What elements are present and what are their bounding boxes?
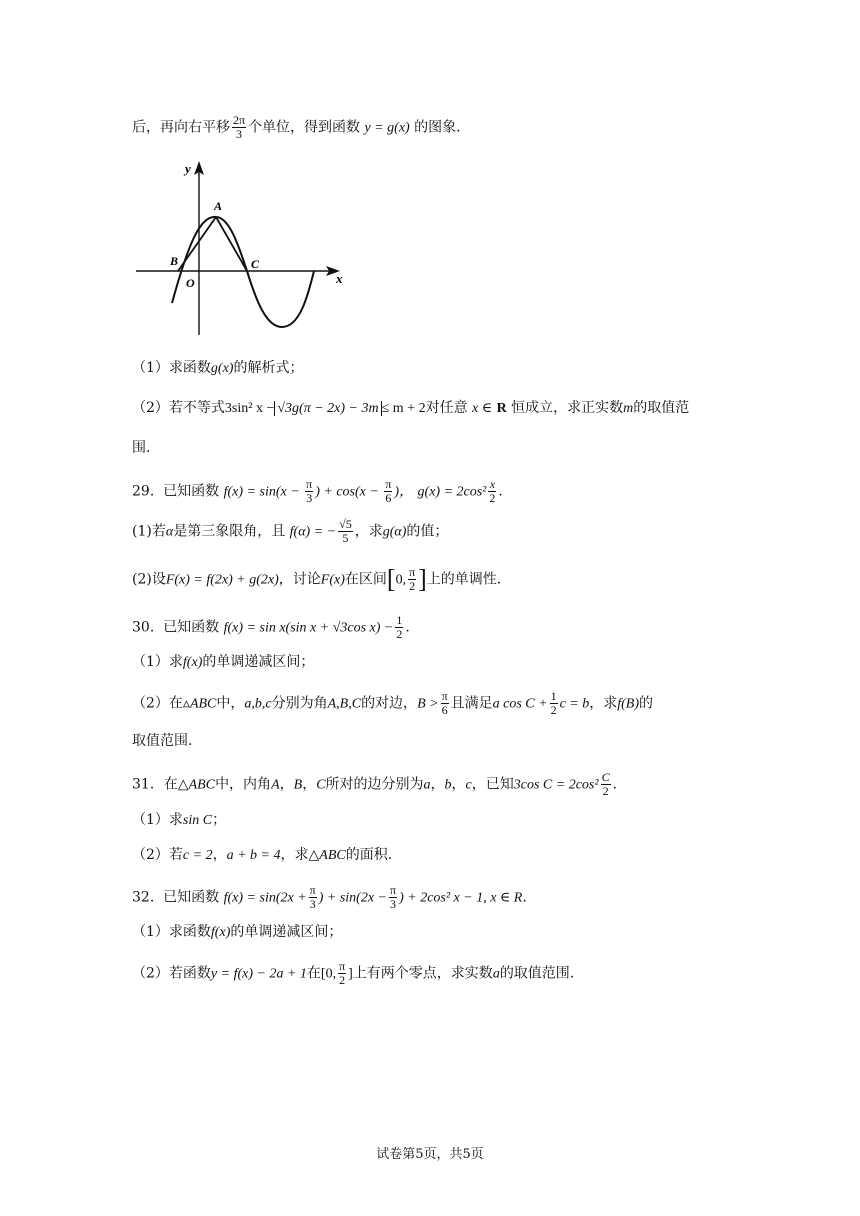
fraction: [408, 566, 416, 593]
part-label: (2)设: [132, 571, 166, 588]
segment-AC: [216, 217, 247, 271]
math-expr: a,b,c: [244, 696, 272, 712]
math-expr: ≤ m + 2: [381, 401, 426, 416]
fraction: [488, 478, 496, 505]
bracket-left: [: [386, 564, 396, 594]
fraction-numerator: C: [601, 770, 610, 784]
question-text: 中，内角: [215, 776, 272, 793]
segment-BA: [178, 217, 216, 271]
part-text: 的单调递减区间；: [202, 654, 315, 670]
question-text: .: [522, 889, 527, 906]
math-expr: [0,: [320, 966, 337, 982]
fraction-numerator: π: [441, 689, 448, 703]
question-text: 在△: [163, 776, 189, 793]
q32-part1: [132, 922, 342, 943]
fraction-numerator: x: [489, 477, 496, 491]
fraction: [338, 518, 353, 545]
math-expr: ▵ABC: [182, 696, 217, 712]
origin-label: O: [186, 276, 195, 290]
fraction-denominator: 6: [385, 491, 392, 505]
part-label: （2）若: [132, 847, 183, 863]
part-text: ；: [212, 812, 227, 828]
math-expr: A: [271, 777, 280, 793]
math-expr: F(x) = f(2x) + g(2x): [165, 572, 279, 588]
question-number: 31．: [132, 776, 164, 793]
question-text: 已知函数: [163, 889, 220, 906]
fraction-numerator: π: [409, 565, 416, 579]
part-text: 上有两个零点，求实数: [352, 965, 493, 982]
part-text: 的值；: [406, 523, 449, 540]
math-expr: C: [316, 777, 326, 793]
fraction: [441, 690, 449, 717]
function-graph: [130, 155, 350, 345]
math-expr: B: [293, 777, 303, 793]
fraction-denominator: 2: [339, 973, 346, 987]
question-number: 32.: [132, 889, 155, 906]
part-text: 中，: [216, 695, 245, 712]
math-expr: f(x): [182, 655, 203, 670]
fraction-denominator: 3: [306, 491, 313, 505]
part-label: (1)若: [132, 523, 166, 540]
part-text: 且满足: [450, 695, 493, 712]
question-text: 所对的边分别为: [325, 776, 424, 793]
fraction-numerator: π: [390, 883, 397, 897]
page-footer: 试卷第5页，共5页: [376, 1147, 484, 1162]
math-expr: y = f(x) − 2a + 1: [210, 966, 307, 982]
fraction-numerator: π: [306, 477, 313, 491]
fraction-denominator: 3: [236, 127, 243, 141]
math-expr: c = b: [559, 696, 590, 712]
part-text: 的单调递减区间；: [230, 924, 343, 940]
math-expr: f(α) = −: [289, 524, 337, 540]
q32-part2: [132, 960, 574, 987]
math-expr: sin C: [182, 813, 213, 828]
q28-part2-wrap: 围.: [132, 440, 151, 456]
part-text: ，求: [589, 695, 618, 712]
x-label: x: [336, 271, 343, 286]
fraction-denominator: 2: [489, 491, 496, 505]
shift-fraction: [232, 114, 246, 141]
fraction-numerator: 1: [396, 613, 403, 627]
math-expr: ) + sin(2x −: [318, 890, 388, 906]
function-g: y = g(x): [364, 120, 410, 136]
fraction-denominator: 5: [342, 531, 349, 545]
part-text: 在区间: [344, 571, 387, 588]
math-expr: ]: [348, 966, 353, 982]
math-expr: ) + 2cos² x − 1, x ∈ R: [399, 890, 523, 906]
part-text: 的对边，: [361, 695, 418, 712]
part-text: 的: [639, 695, 654, 712]
fraction-numerator: π: [339, 959, 346, 973]
bracket-right: ]: [418, 564, 427, 594]
part-text: ，求: [354, 523, 383, 540]
intro-line: [132, 114, 461, 141]
math-expr: f(x) = sin(2x +: [223, 890, 307, 906]
fraction: [601, 771, 611, 798]
q29-stem: [132, 478, 503, 505]
q30-stem: [132, 614, 410, 641]
part-text: 在: [306, 965, 321, 982]
fraction-numerator: 1: [550, 689, 557, 703]
math-expr: 0,: [395, 572, 407, 588]
fraction-denominator: 6: [441, 703, 448, 717]
q28-part2: [132, 398, 689, 419]
q30-part2: [132, 690, 653, 717]
math-expr: f(x) = sin(x −: [223, 484, 304, 500]
part-text: 的解析式；: [233, 360, 304, 376]
fraction: [384, 478, 392, 505]
q31-part2: [132, 845, 392, 866]
math-expr: F(x): [320, 572, 345, 588]
part-text: 的面积.: [345, 847, 393, 863]
part-text: 上的单调性.: [426, 571, 502, 588]
part-text: ，讨论: [278, 571, 321, 588]
math-expr: ABC: [319, 848, 346, 863]
q30-part2-wrap: 取值范围.: [132, 733, 193, 749]
question-text: .: [405, 619, 410, 636]
part-label: （1）求函数: [132, 924, 211, 940]
part-label: （2）若函数: [132, 965, 211, 982]
fraction-denominator: 2: [550, 703, 557, 717]
math-expr: 3sin² x −: [224, 401, 275, 416]
math-expr: f(x): [210, 925, 231, 940]
q31-part1: [132, 810, 226, 831]
fraction: [395, 614, 403, 641]
part-text: 恒成立，求正实数: [511, 400, 624, 416]
fraction-denominator: 3: [309, 897, 316, 911]
part-text: 对任意: [425, 400, 468, 416]
part-label: （2）若不等式: [132, 400, 225, 416]
math-expr: B >: [417, 696, 439, 712]
q29-part1: [132, 518, 448, 545]
part-text: ，: [212, 847, 227, 863]
math-expr: c = 2: [182, 848, 213, 863]
math-expr: g(α): [382, 524, 407, 540]
point-C-label: C: [251, 257, 260, 271]
fraction-denominator: 2: [602, 784, 609, 798]
part-label: （2）在: [132, 695, 183, 712]
point-A-label: A: [214, 199, 223, 213]
part-label: （1）求函数: [132, 360, 211, 376]
absolute-value-expr: √3g(π − 2x) − 3m: [274, 401, 381, 416]
math-expr: m: [623, 401, 634, 416]
question-number: 29.: [132, 483, 155, 500]
question-text: 已知函数: [163, 619, 220, 636]
sine-curve: [172, 217, 314, 327]
question-number: 30.: [132, 619, 155, 636]
fraction: [338, 960, 346, 987]
part-text: ，求△: [280, 847, 320, 863]
math-expr: A,B,C: [327, 696, 362, 712]
q32-stem: [132, 884, 527, 911]
fraction-denominator: 2: [396, 627, 403, 641]
fraction: [389, 884, 397, 911]
fraction-numerator: √5: [339, 517, 352, 531]
intro-text-mid: 个单位，得到函数: [248, 119, 361, 136]
fraction-numerator: π: [309, 883, 316, 897]
q28-part1: [132, 358, 303, 379]
math-set-R: R: [496, 401, 507, 416]
math-expr: b: [444, 777, 452, 793]
question-text: 已知函数: [163, 483, 220, 500]
math-expr: x ∈: [472, 401, 493, 416]
question-text: ，已知: [471, 776, 514, 793]
part-label: （1）求: [132, 654, 183, 670]
q29-part2: [132, 566, 501, 593]
question-text: .: [612, 776, 618, 793]
part-text: 是第三象限角，且: [173, 523, 286, 540]
math-expr: g(x) = 2cos²: [417, 484, 487, 500]
part-text: 分别为角: [271, 695, 328, 712]
math-expr: c: [465, 777, 472, 793]
point-B-label: B: [170, 254, 179, 268]
math-expr: ABC: [188, 777, 216, 793]
math-expr: ) + cos(x −: [315, 484, 383, 500]
math-expr: α: [165, 524, 174, 540]
math-expr: )，: [394, 484, 414, 500]
fraction-denominator: 2: [409, 579, 416, 593]
math-expr: g(x): [210, 361, 234, 376]
part-label: （1）求: [132, 812, 183, 828]
math-expr: f(x) = sin x(sin x + √3cos x) −: [223, 620, 394, 636]
part-text: 的取值范: [633, 400, 690, 416]
intro-text-end: 的图象.: [414, 119, 461, 136]
math-expr: f(B): [617, 696, 640, 712]
fraction: [550, 690, 558, 717]
fraction-denominator: 3: [390, 897, 397, 911]
q30-part1: [132, 652, 314, 673]
math-expr: a: [492, 966, 500, 982]
fraction: [305, 478, 313, 505]
fraction: [309, 884, 317, 911]
fraction-numerator: π: [385, 477, 392, 491]
intro-text: 后，再向右平移: [132, 119, 230, 136]
math-expr: a + b = 4: [226, 848, 281, 863]
fraction-numerator: 2π: [233, 113, 246, 127]
q31-stem: 31．在△ABC中，内角A，B，C所对的边分别为a，b，c，已知3cos C = 2cos² $\frac{C}{2}$ .: [132, 770, 618, 798]
math-expr: a: [423, 777, 431, 793]
y-label: y: [185, 161, 191, 176]
part-text: 的取值范围.: [499, 965, 575, 982]
question-text: .: [498, 483, 503, 500]
math-expr: a cos C +: [492, 696, 548, 712]
math-expr: 3cos C = 2cos²: [513, 777, 599, 793]
